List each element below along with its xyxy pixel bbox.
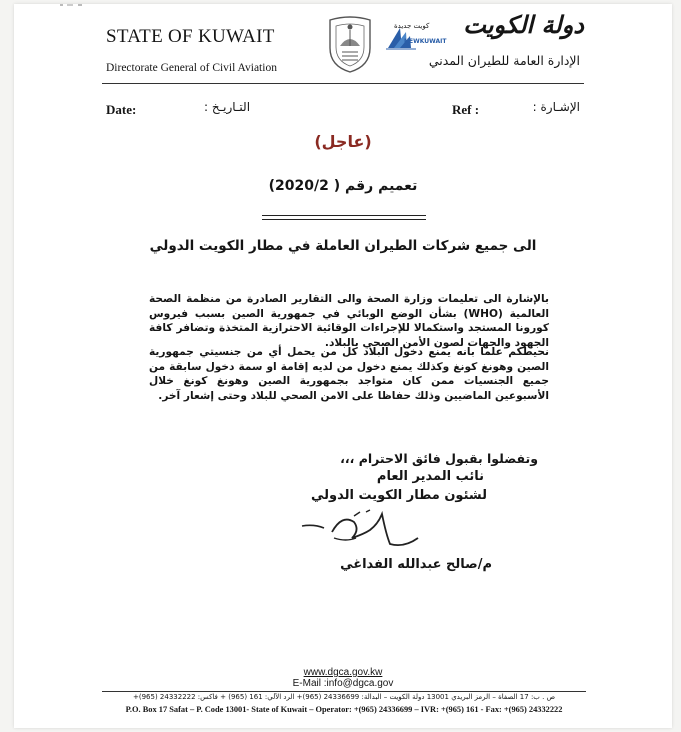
footer-address-ar: ص . ب: 17 الصفاة – الرمز البريدي 13001 دولة الكويت – البدالة: 24336699 (965)+ الرد الآلي: 161 (965) + فاكس: 24332222 (965)+: [132, 693, 556, 701]
letter-page: [14, 4, 672, 728]
scan-artifact: [58, 4, 98, 8]
signatory-title-line1: نائب المدير العام: [376, 469, 484, 484]
date-label-ar: التـاريـخ :: [204, 100, 251, 114]
body-paragraph-2: نحيطكم علما بانه يمنع دخول البلاد كل من يحمل أي من جنسيتي جمهورية الصين وهونغ كونغ وكذلك يمنع دخول من لديه إقامة او سمة دخول سابقة من جميع الجنسيات ممن كان متواجد بجمهورية الصين وهونغ كونغ خلال الأسبوعين الماضيين وذلك حفاظا على الامن الصحي للبلاد وحتى إشعار آخر.: [149, 346, 549, 402]
footer-address-en: P.O. Box 17 Safat – P. Code 13001- State of Kuwait – Operator: +(965) 24336699 – IVR: +(965) 161 - Fax: +(965) 24332222: [125, 705, 563, 714]
double-underline: [262, 215, 426, 220]
directorate-name-ar: الإدارة العامة للطيران المدني: [428, 53, 580, 68]
signatory-title-line2: لشئون مطار الكويت الدولي: [311, 488, 487, 503]
recipient-line: الى جميع شركات الطيران العاملة في مطار الكويت الدولي: [149, 238, 537, 254]
website-link[interactable]: www.dgca.gov.kw: [303, 667, 383, 678]
date-label-en: Date:: [106, 102, 137, 117]
logo-text-en: NEWKUWAIT: [404, 38, 447, 45]
closing-line: وتفضلوا بقبول فائق الاحترام ،،،: [340, 451, 538, 466]
state-name-ar: دولة الكويت: [463, 10, 584, 39]
state-name-en: STATE OF KUWAIT: [106, 26, 275, 47]
footer-divider: [102, 691, 586, 692]
email-address: E-Mail :info@dgca.gov: [292, 678, 394, 689]
ref-label-en: Ref :: [452, 102, 480, 117]
urgent-heading: (عاجل): [314, 132, 372, 151]
ref-label-ar: الإشـارة :: [532, 100, 580, 114]
header-divider: [102, 83, 584, 84]
circular-number: تعميم رقم ( 2020/2): [268, 178, 418, 194]
directorate-name-en: Directorate General of Civil Aviation: [106, 62, 277, 74]
kuwait-emblem-icon: [324, 16, 376, 74]
signatory-name: م/صالح عبدالله الفداغي: [340, 557, 492, 572]
body-paragraph-1: بالإشارة الى تعليمات وزارة الصحة والى التقارير الصادرة من منظمة الصحة العالمية (WHO) بشأن الوضع الوبائي في جمهورية الصين بسبب فيروس كورونا المستجد واستكمالا للإجراءات الوقائية الاحترازية المتخذة وتضافر كافة الجهود والجهات لصون الأمن الصحي بالبلاد.: [149, 293, 549, 349]
handwritten-signature: [294, 504, 424, 554]
logo-text-ar: كويت جديدة: [394, 22, 430, 30]
